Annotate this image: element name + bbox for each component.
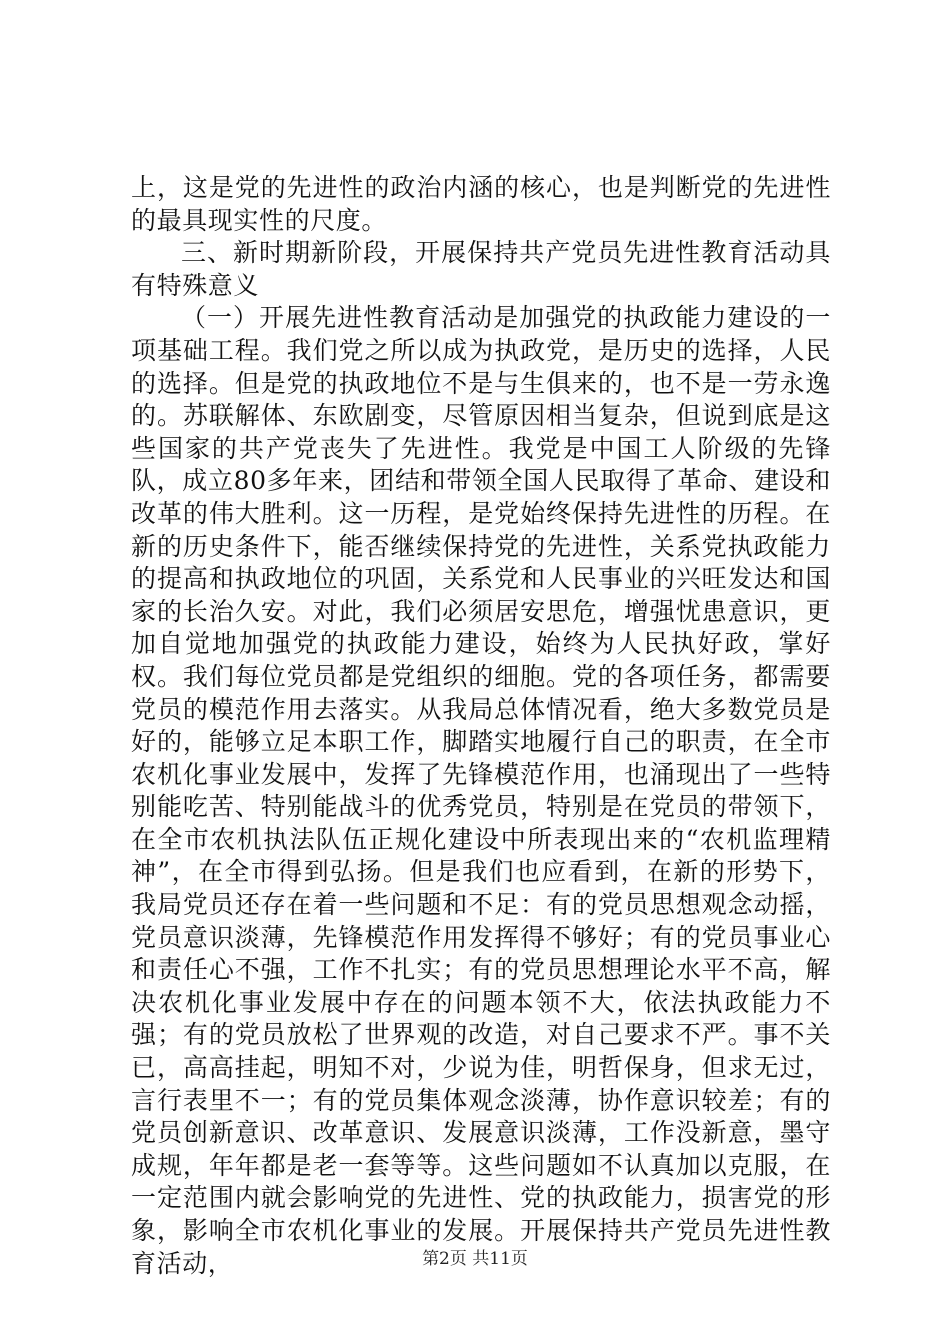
paragraph-continuation: 上，这是党的先进性的政治内涵的核心，也是判断党的先进性的最具现实性的尺度。 [131, 173, 831, 235]
section-heading: 三、新时期新阶段，开展保持共产党员先进性教育活动具有特殊意义 [131, 238, 831, 300]
paragraph-body: （一）开展先进性教育活动是加强党的执政能力建设的一项基础工程。我们党之所以成为执政党，是历史的选择，人民的选择。但是党的执政地位不是与生俱来的，也不是一劳永逸的。苏联解体、东欧剧变，尽管原因相当复杂，但说到底是这些国家的共产党丧失了先进性。我党是中国工人阶级的先锋队，成立80多年来，团结和带领全国人民取得了革命、建设和改革的伟大胜利。这一历程，是党始终保持先进性的历程。在新的历史条件下，能否继续保持党的先进性，关系党执政能力的提高和执政地位的巩固，关系党和人民事业的兴旺发达和国家的长治久安。对此，我们必须居安思危，增强忧患意识，更加自觉地加强党的执政能力建设，始终为人民执好政，掌好权。我们每位党员都是党组织的细胞。党的各项任务，都需要党员的模范作用去落实。从我局总体情况看，绝大多数党员是好的，能够立足本职工作，脚踏实地履行自己的职责，在全市农机化事业发展中，发挥了先锋模范作用，也涌现出了一些特别能吃苦、特别能战斗的优秀党员，特别是在党员的带领下，在全市农机执法队伍正规化建设中所表现出来的“农机监理精神”，在全市得到弘扬。但是我们也应看到，在新的形势下，我局党员还存在着一些问题和不足：有的党员思想观念动摇，党员意识淡薄，先锋模范作用发挥得不够好；有的党员事业心和责任心不强，工作不扎实；有的党员思想理论水平不高，解决农机化事业发展中存在的问题本领不大，依法执政能力不强；有的党员放松了世界观的改造，对自己要求不严。事不关已，高高挂起，明知不对，少说为佳，明哲保身，但求无过，言行表里不一；有的党员集体观念淡薄，协作意识较差；有的党员创新意识、改革意识、发展意识淡薄，工作没新意，墨守成规，年年都是老一套等等。这些问题如不认真加以克服，在一定范围内就会影响党的先进性、党的执政能力，损害党的形象，影响全市农机化事业的发展。开展保持共产党员先进性教育活动， [131, 303, 831, 1278]
page-footer: 第2页 共11页 [422, 1249, 528, 1269]
document-body [131, 172, 831, 1280]
